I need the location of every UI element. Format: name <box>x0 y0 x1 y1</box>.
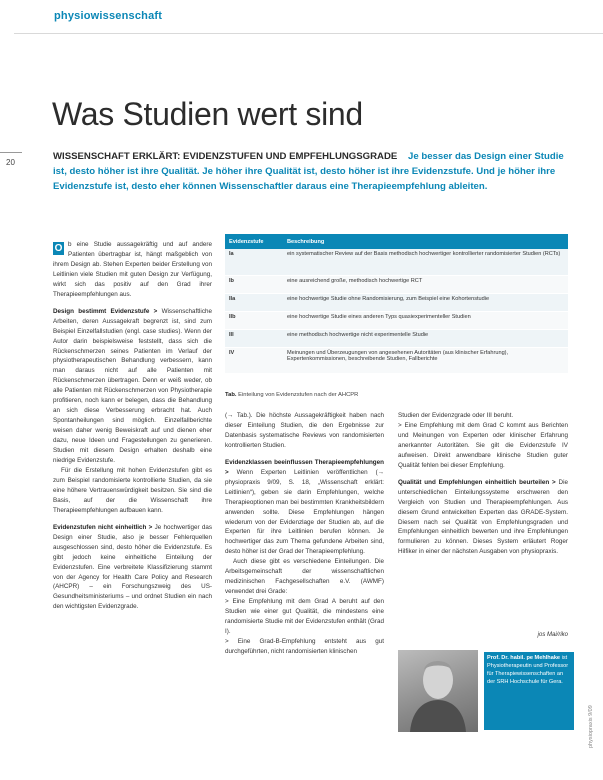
col1-subhead-2: Evidenzstufen nicht einheitlich > <box>53 523 153 531</box>
author-photo-box <box>398 650 573 732</box>
bullet-arrow-icon: > <box>398 421 405 429</box>
column-2 <box>225 411 384 657</box>
col2-paragraph-2 <box>225 458 384 558</box>
header-rule <box>14 33 603 34</box>
col3-paragraph-1: Studien der Evidenzgrade oder III beruht. <box>398 412 514 419</box>
table-cell-level: IIa <box>225 293 283 311</box>
table-row <box>225 275 568 293</box>
photo-caption-text: ist Physiotherapeutin und Professor für Therapiewissenschaften an der SRH Hochschule für Gera. <box>487 655 569 685</box>
table-row <box>225 293 568 311</box>
page-number: 20 <box>6 158 15 167</box>
table-cell-description: Meinungen und Überzeugungen von angesehenen Autoritäten (aus klinischer Erfahrung), Expertenkommissionen, beschreibende Studien, Fallberichte <box>283 347 568 373</box>
table-cell-description: eine methodisch hochwertige nicht experimentelle Studie <box>283 329 568 347</box>
photo-caption-name: Prof. Dr. habil. pe Mehlhake <box>487 655 561 661</box>
table-row <box>225 249 568 275</box>
col1-paragraph-4 <box>53 523 212 613</box>
col2-paragraph-1: (→ Tab.). Die höchste Aussagekräftigkeit haben nach dieser Einteilung Studien, die den Ergebnisse zur Datenbasis systematische Reviews von randomisierten kontrollierten Studien. <box>225 412 384 449</box>
col1-paragraph-3: Für die Erstellung mit hohen Evidenzstufen gibt es zum Beispiel randomisierte kontrollierte Studien, da sie eine höhere Vertrauenswürdigkeit besitzen. Sie sind die Basis, auf der die Wissenschaft ihre Therapieempfehlungen aufbauen kann. <box>53 466 212 514</box>
evidence-table-box <box>225 234 568 374</box>
table-cell-description: eine hochwertige Studie ohne Randomisierung, zum Beispiel eine Kohortenstudie <box>283 293 568 311</box>
lead-spacer <box>400 151 405 162</box>
article-title: Was Studien wert sind <box>52 96 363 132</box>
table-cell-description: eine ausreichend große, methodisch hochwertige RCT <box>283 275 568 293</box>
page-number-rule <box>0 152 22 153</box>
column-1 <box>53 240 212 612</box>
col3-li3-text: Eine Empfehlung mit dem Grad C kommt aus Berichten und Meinungen von Experten oder klinischer Erfahrung anerkannter Autoritäten. Sie gilt die Evidenzstufe IV aufweisen. Direkt anwendbare klinische Studien guter Qualität fehlen bei dieser Empfehlung. <box>398 421 568 469</box>
table-row <box>225 311 568 329</box>
col2-subhead: Evidenzklassen beeinflussen Therapieempfehlungen > <box>225 458 384 476</box>
col3-subhead: Qualität und Empfehlungen einheitlich beurteilen > <box>398 478 556 486</box>
col1-p2-text: Wissenschaftliche Arbeiten, deren Aussagekraft begrenzt ist, sind zum Beispiel Einzelfallstudien (engl. case studies). Wenn der Autor darin beispielsweise feststellt, dass sich die Rückenschmerzen seines Patienten im Verlauf der physiotherapeutischen Behandlung verbessern, kann man daraus nicht auf alle Patienten mit Rückenschmerzen übertragen. Denn er weiß weder, ob alle Patienten mit Rückenschmerzen von Physiotherapie profitieren, noch kann er belegen, dass die Behandlung an sich diese Verbesserung erbracht hat. Auch Spontanheilungen sind möglich. Einzelfallberichte weisen daher wenig Beweiskraft auf und dienen eher dazu, neue Ideen und Fragestellungen zu generieren. Studien mit diesem Design erhalten deshalb eine niedrige Evidenzstufe. <box>53 307 212 465</box>
table-row <box>225 347 568 373</box>
side-note-text: physiopraxis 9/09 <box>588 705 594 748</box>
col1-subhead-1: Design bestimmt Evidenzstufe > <box>53 307 158 315</box>
table-cell-level: IIb <box>225 311 283 329</box>
col1-p1-text: b eine Studie aussagekräftig und auf andere Patienten übertragbar ist, hängt maßgeblich von ihrem Design ab. Stehen Experten beider Erstellung von Leitlinien viele Studien mit guten Design zur Verfügung, wirkt sich das positiv auf den Grad ihrer Therapieempfehlungen aus. <box>53 241 212 298</box>
table-cell-level: Ia <box>225 249 283 275</box>
col3-list-item-3 <box>398 421 568 471</box>
lead-kicker: WISSENSCHAFT ERKLÄRT: EVIDENZSTUFEN UND EMPFEHLUNGSGRADE <box>53 151 398 162</box>
col1-p4-text: Je hochwertiger das Design einer Studie, also je besser Fehlerquellen ausgeschlossen sind, desto höher die Evidenzstufe. Es gibt jedoch keine einheitliche Einteilung der Evidenzstufen. Eine verbreitete Klassifizierung stammt von der Agency for Health Care Policy and Research (AHCPR) – ein Forschungszweig des US-Gesundheitsministeriums – und ordnet Studien ein nach den wichtigsten Evidenzgrade. <box>53 523 212 611</box>
photo-caption <box>484 652 574 730</box>
table-caption-label: Tab. <box>225 392 237 398</box>
table-caption-text: Einteilung von Evidenzstufen nach der AHCPR <box>238 392 359 398</box>
drop-cap: O <box>54 243 63 254</box>
col2-list-item-1 <box>225 597 384 637</box>
table-caption <box>225 392 358 398</box>
table-header-row <box>225 234 568 249</box>
table-header-level: Evidenzstufe <box>225 234 283 249</box>
section-label: physiowissenschaft <box>54 10 163 22</box>
side-note <box>586 640 598 750</box>
column-3 <box>398 411 568 557</box>
col3-p2-text: Die unterschiedlichen Einteilungssysteme erschweren den Vergleich von Studien und Therapieempfehlungen. Aus diesem Grund entwickelten Experten das GRADE-System. Diesem nach sei Qualität von Empfehlungsgraden und Empfehlungen einheitlich bewerten und ihre Empfehlungen formulieren zu können. Dieses System erläutert Roger Hilfiker in einer der nächsten Ausgaben von physiopraxis. <box>398 478 568 556</box>
table-cell-description: eine hochwertige Studie eines anderen Typs quasiexperimenteller Studien <box>283 311 568 329</box>
article-lead <box>53 149 565 194</box>
author-photo <box>398 650 478 732</box>
bullet-arrow-icon: > <box>225 598 233 606</box>
evidence-table <box>225 234 568 374</box>
col2-p2-text: Wenn Experten Leitlinien veröffentlichen (→ physiopraxis 9/09, S. 18, „Wissenschaft erklärt: Leitlinien“), geben sie darin Empfehlungen, welche Therapieoptionen man bei bestimmten Krankheitsbildern anwenden sollte. Diese Empfehlungen hängen wiederum von der Evidenzlage der Studien ab, auf die Experten für ihre Leitlinien berufen können. Je hochwertiger das zum Thema gefundene Arbeiten sind, desto höher ist der Grad der Therapieempfehlung. <box>225 468 384 556</box>
col1-paragraph-1 <box>53 240 212 300</box>
col3-paragraph-2 <box>398 478 568 558</box>
portrait-icon <box>398 650 478 732</box>
table-header-description: Beschreibung <box>283 234 568 249</box>
author-signature: jos Mai/riko <box>537 632 568 638</box>
bullet-arrow-icon: > <box>225 637 238 645</box>
table-cell-description: ein systematischer Review auf der Basis methodisch hochwertiger kontrollierter randomisierter Studien (RCTs) <box>283 249 568 275</box>
lead-text: Je besser das Design einer Studie ist, desto höher ist ihre Qualität. Je höher ihre Qualität ist, desto höher ist ihre Evidenzstufe. Und je höher ihre Evidenzstufe ist, desto eher können Wissenschaftler daraus eine Therapieempfehlung ableiten. <box>53 151 564 192</box>
col2-li1-text: Eine Empfehlung mit dem Grad A beruht auf den Studien wie einer gut Qualität, die mindestens eine randomisierte Studie mit der Evidenzstufen enthält (Grad I). <box>225 598 384 636</box>
table-cell-level: Ib <box>225 275 283 293</box>
col2-list-item-2 <box>225 637 384 657</box>
col2-li2-text: Eine Grad-B-Empfehlung entsteht aus gut durchgeführten, nicht randomisierten klinischen <box>225 637 384 655</box>
col1-paragraph-2 <box>53 307 212 466</box>
table-cell-level: IV <box>225 347 283 373</box>
table-row <box>225 329 568 347</box>
table-cell-level: III <box>225 329 283 347</box>
col2-paragraph-3: Auch diese gibt es verschiedene Einteilungen. Die Arbeitsgemeinschaft der wissenschaftlichen medizinischen Fachgesellschaften e.V. (AWMF) verwendet drei Grade: <box>225 558 384 596</box>
